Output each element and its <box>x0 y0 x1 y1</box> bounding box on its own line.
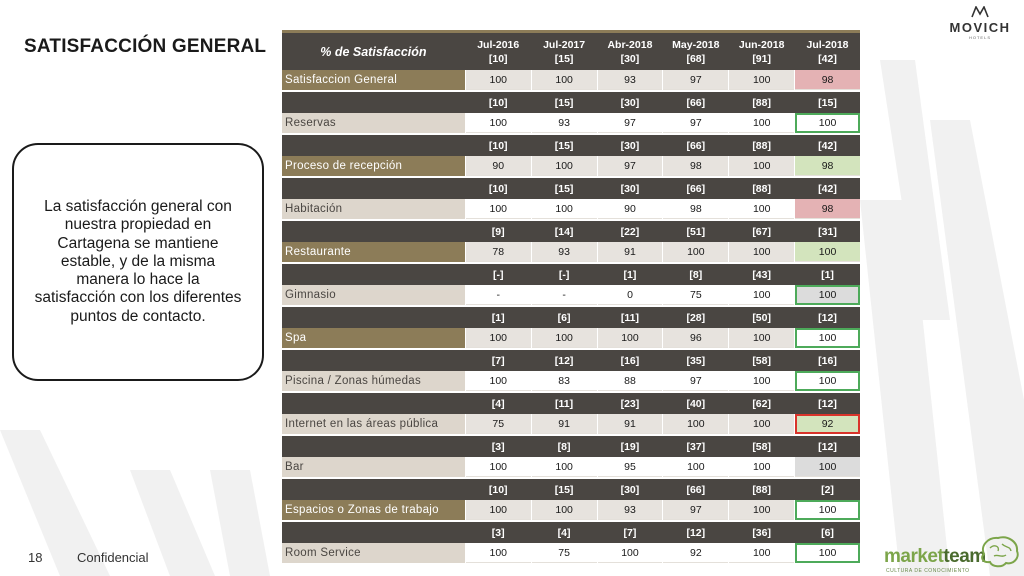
value-cell-highlight: 100 <box>795 242 860 262</box>
value-cell: 100 <box>598 328 663 348</box>
row-label: Espacios o Zonas de trabajo <box>282 500 465 520</box>
value-cell: 100 <box>466 199 531 219</box>
sample-size-cell: [51] <box>686 225 706 238</box>
sample-size-cell: [30] <box>620 139 640 152</box>
value-cell-highlight: 98 <box>795 70 860 90</box>
table-row <box>282 414 860 434</box>
row-label: Proceso de recepción <box>282 156 465 176</box>
value-cell: 75 <box>532 543 597 563</box>
sample-size-cell: [37] <box>686 440 706 453</box>
value-cell: 97 <box>663 113 728 133</box>
value-cell: 98 <box>663 199 728 219</box>
sample-size-cell: [42] <box>818 182 837 195</box>
sample-size-cell: [6] <box>557 311 571 324</box>
table-row <box>282 242 860 262</box>
table-row <box>282 500 860 520</box>
sample-size-cell: [12] <box>818 397 837 410</box>
sample-size-cell: [58] <box>752 354 771 367</box>
table-header-row <box>282 30 860 70</box>
sample-size-cell: [12] <box>686 526 706 539</box>
row-label: Habitación <box>282 199 465 219</box>
sample-size-cell: [66] <box>686 483 706 496</box>
value-cell: - <box>466 285 531 305</box>
sample-size-cell: [36] <box>752 526 771 539</box>
value-cell: 100 <box>729 543 794 563</box>
table-row <box>282 457 860 477</box>
value-cell: 100 <box>466 328 531 348</box>
marketteam-logo-text: marketteam <box>884 546 986 567</box>
table-header-label: % de Satisfacción <box>320 44 427 59</box>
sample-size-cell: [16] <box>620 354 640 367</box>
row-label: Room Service <box>282 543 465 563</box>
sample-size-cell: [8] <box>689 268 703 281</box>
row-label: Reservas <box>282 113 465 133</box>
sample-size-row <box>282 436 860 457</box>
value-cell-highlight: 98 <box>795 199 860 219</box>
value-cell: 100 <box>532 500 597 520</box>
sample-size-cell: [19] <box>620 440 640 453</box>
column-header: May-2018 [68] <box>672 38 720 65</box>
column-header: Jul-2018 [42] <box>806 38 849 65</box>
sample-size-cell: [1] <box>821 268 834 281</box>
sample-size-row <box>282 135 860 156</box>
sample-size-cell: [62] <box>752 397 771 410</box>
sample-size-cell: [14] <box>554 225 574 238</box>
sample-size-cell: [10] <box>488 139 508 152</box>
row-label: Piscina / Zonas húmedas <box>282 371 465 391</box>
sample-size-cell: [1] <box>491 311 505 324</box>
value-cell: 100 <box>729 328 794 348</box>
value-cell: 97 <box>598 113 663 133</box>
value-cell: 91 <box>532 414 597 434</box>
row-label: Gimnasio <box>282 285 465 305</box>
value-cell: 100 <box>729 70 794 90</box>
sample-size-row <box>282 307 860 328</box>
sample-size-cell: [12] <box>818 440 837 453</box>
sample-size-row <box>282 393 860 414</box>
sample-size-cell: [15] <box>554 182 574 195</box>
value-cell: 100 <box>663 457 728 477</box>
sample-size-row <box>282 92 860 113</box>
value-cell: 100 <box>532 328 597 348</box>
movich-logo <box>940 6 1020 40</box>
sample-size-cell: [88] <box>752 139 771 152</box>
value-cell: 0 <box>598 285 663 305</box>
value-cell: 100 <box>532 457 597 477</box>
sample-size-cell: [3] <box>491 526 505 539</box>
sample-size-row <box>282 522 860 543</box>
column-header: Jul-2016 [10] <box>477 38 520 65</box>
value-cell: 96 <box>663 328 728 348</box>
row-label: Spa <box>282 328 465 348</box>
sample-size-cell: [42] <box>818 139 837 152</box>
sample-size-cell: [2] <box>821 483 834 496</box>
row-label: Restaurante <box>282 242 465 262</box>
row-label: Internet en las áreas pública <box>282 414 465 434</box>
sample-size-row <box>282 479 860 500</box>
value-cell: 93 <box>532 113 597 133</box>
value-cell: 100 <box>466 457 531 477</box>
sample-size-cell: [8] <box>557 440 571 453</box>
value-cell-highlight: 100 <box>795 285 860 305</box>
footer-label: Confidencial <box>77 550 149 565</box>
sample-size-cell: [15] <box>554 483 574 496</box>
sample-size-cell: [40] <box>686 397 706 410</box>
sample-size-cell: [43] <box>752 268 771 281</box>
sample-size-cell: [7] <box>491 354 505 367</box>
value-cell-highlight: 100 <box>795 371 860 391</box>
value-cell: 100 <box>729 199 794 219</box>
sample-size-cell: [15] <box>554 139 574 152</box>
sample-size-cell: [7] <box>623 526 637 539</box>
value-cell: 88 <box>598 371 663 391</box>
movich-logo-subtext: HOTELS <box>968 35 991 40</box>
value-cell: 90 <box>598 199 663 219</box>
value-cell-highlight: 100 <box>795 457 860 477</box>
value-cell: 100 <box>466 500 531 520</box>
column-header: Jun-2018 [91] <box>738 38 785 65</box>
sample-size-cell: [66] <box>686 96 706 109</box>
sample-size-row <box>282 264 860 285</box>
value-cell-highlight: 100 <box>795 543 860 563</box>
value-cell: 100 <box>466 70 531 90</box>
value-cell: 90 <box>466 156 531 176</box>
table-row <box>282 199 860 219</box>
value-cell-highlight: 100 <box>795 113 860 133</box>
sample-size-cell: [88] <box>752 483 771 496</box>
value-cell: 83 <box>532 371 597 391</box>
page-title: SATISFACCIÓN GENERAL <box>24 36 267 57</box>
sample-size-cell: [3] <box>491 440 505 453</box>
sample-size-cell: [10] <box>488 96 508 109</box>
table-row <box>282 156 860 176</box>
value-cell: 97 <box>598 156 663 176</box>
sample-size-cell: [16] <box>818 354 837 367</box>
value-cell: 100 <box>729 371 794 391</box>
value-cell: 75 <box>663 285 728 305</box>
summary-callout <box>12 143 264 381</box>
sample-size-cell: [66] <box>686 139 706 152</box>
marketteam-tagline: CULTURA DE CONOCIMIENTO <box>886 568 970 574</box>
value-cell: 95 <box>598 457 663 477</box>
value-cell: 100 <box>466 113 531 133</box>
sample-size-cell: [11] <box>620 311 639 324</box>
sample-size-cell: [22] <box>620 225 640 238</box>
sample-size-cell: [15] <box>554 96 574 109</box>
value-cell: 78 <box>466 242 531 262</box>
table-row-general <box>282 70 860 90</box>
summary-text: La satisfacción general con nuestra propiedad en Cartagena se mantiene estable, y de la misma manera lo hace la satisfacción con los diferentes puntos de contacto. <box>34 198 242 325</box>
movich-logo-icon <box>971 6 989 18</box>
value-cell: 93 <box>532 242 597 262</box>
value-cell: 100 <box>532 156 597 176</box>
sample-size-cell: [4] <box>491 397 505 410</box>
column-header: Abr-2018 [30] <box>607 38 653 65</box>
value-cell: 100 <box>663 242 728 262</box>
sample-size-cell: [88] <box>752 96 771 109</box>
value-cell: 75 <box>466 414 531 434</box>
sample-size-row <box>282 178 860 199</box>
sample-size-cell: [30] <box>620 96 640 109</box>
sample-size-cell: [66] <box>686 182 706 195</box>
table-row <box>282 371 860 391</box>
sample-size-cell: [50] <box>752 311 771 324</box>
value-cell-highlight: 92 <box>795 414 860 434</box>
value-cell: 92 <box>663 543 728 563</box>
table-row <box>282 328 860 348</box>
page-number: 18 <box>28 550 43 565</box>
value-cell: 100 <box>466 371 531 391</box>
sample-size-cell: [9] <box>491 225 505 238</box>
value-cell: 100 <box>598 543 663 563</box>
value-cell: 97 <box>663 500 728 520</box>
value-cell: 98 <box>663 156 728 176</box>
sample-size-cell: [1] <box>623 268 637 281</box>
value-cell: 93 <box>598 70 663 90</box>
value-cell: 100 <box>729 113 794 133</box>
sample-size-cell: [15] <box>818 96 837 109</box>
marketteam-logo <box>884 534 1024 576</box>
value-cell: 100 <box>532 199 597 219</box>
sample-size-cell: [11] <box>555 397 574 410</box>
sample-size-cell: [4] <box>557 526 571 539</box>
sample-size-cell: [23] <box>620 397 640 410</box>
sample-size-cell: [31] <box>818 225 837 238</box>
sample-size-cell: [30] <box>620 182 640 195</box>
row-label: Satisfaccion General <box>282 70 465 90</box>
value-cell-highlight: 100 <box>795 328 860 348</box>
value-cell: 100 <box>729 500 794 520</box>
sample-size-row <box>282 221 860 242</box>
sample-size-cell: [35] <box>686 354 706 367</box>
value-cell: 100 <box>663 414 728 434</box>
sample-size-cell: [10] <box>488 182 508 195</box>
sample-size-cell: [12] <box>554 354 574 367</box>
value-cell: 100 <box>729 457 794 477</box>
table-row <box>282 113 860 133</box>
value-cell: 97 <box>663 70 728 90</box>
value-cell: - <box>532 285 597 305</box>
sample-size-cell: [-] <box>558 268 570 281</box>
value-cell: 100 <box>729 414 794 434</box>
value-cell: 93 <box>598 500 663 520</box>
sample-size-cell: [28] <box>686 311 706 324</box>
value-cell: 91 <box>598 414 663 434</box>
satisfaction-table <box>282 30 860 563</box>
sample-size-cell: [30] <box>620 483 640 496</box>
value-cell: 91 <box>598 242 663 262</box>
sample-size-cell: [58] <box>752 440 771 453</box>
sample-size-cell: [-] <box>492 268 504 281</box>
value-cell: 100 <box>729 242 794 262</box>
sample-size-cell: [12] <box>818 311 837 324</box>
sample-size-row <box>282 350 860 371</box>
value-cell: 100 <box>729 285 794 305</box>
table-row <box>282 285 860 305</box>
table-row <box>282 543 860 563</box>
value-cell: 97 <box>663 371 728 391</box>
row-label: Bar <box>282 457 465 477</box>
sample-size-cell: [6] <box>821 526 834 539</box>
sample-size-cell: [10] <box>488 483 508 496</box>
value-cell-highlight: 100 <box>795 500 860 520</box>
sample-size-cell: [88] <box>752 182 771 195</box>
column-header: Jul-2017 [15] <box>543 38 586 65</box>
value-cell: 100 <box>466 543 531 563</box>
value-cell-highlight: 98 <box>795 156 860 176</box>
value-cell: 100 <box>729 156 794 176</box>
movich-logo-text: MOVICH <box>949 20 1011 35</box>
brain-icon <box>976 534 1022 572</box>
value-cell: 100 <box>532 70 597 90</box>
sample-size-cell: [67] <box>752 225 771 238</box>
